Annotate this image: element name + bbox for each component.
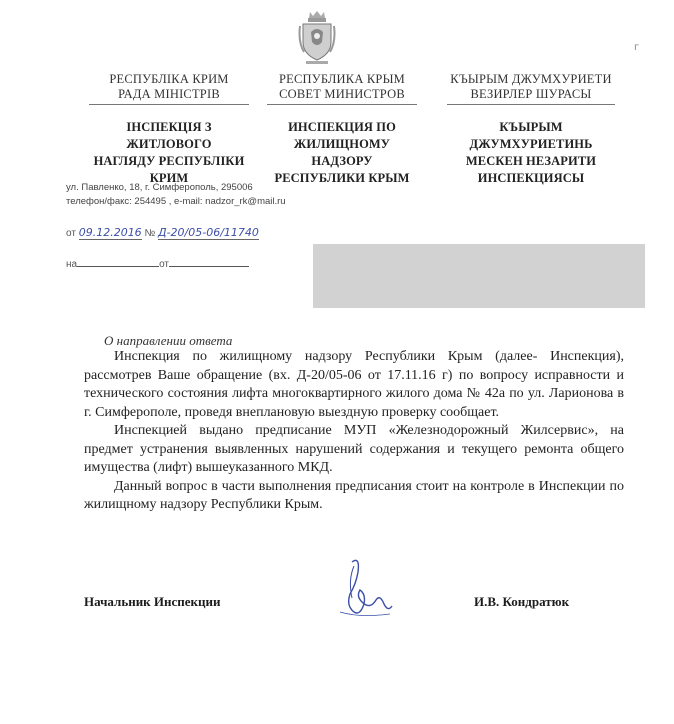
body-paragraph-1: Инспекция по жилищному надзору Республики Крым (далее- Инспекция), рассмотрев Ваше обращение (вх. Д-20/05-06 от 17.11.16 г) по вопросу исправности и технического состояния лифта многоквартирного жилого дома № 42а по ул. Ларионова в г. Симферополе, проведя внеплановую выездную проверку сообщает. (84, 349, 624, 420)
address-contacts: телефон/факс: 254495 , e-mail: nadzor_rk@mail.ru (66, 196, 286, 207)
header-left-rule (89, 104, 249, 105)
header-right-org2: МЕСКЕН НЕЗАРИТИ (465, 154, 597, 168)
ref-no-label: № (144, 228, 156, 239)
outgoing-reference (66, 226, 259, 240)
margin-mark: г (634, 42, 640, 53)
header-right-line2: ВЕЗИРЛЕР ШУРАСЫ (470, 87, 592, 101)
header-left-org (84, 119, 254, 187)
header-left-org3: КРИМ (149, 171, 189, 185)
ref-to-from-blank (169, 256, 249, 267)
header-center-line1: РЕСПУБЛИКА КРЫМ (279, 72, 405, 86)
ref-to-from-label: от (159, 259, 170, 270)
header-center-org2: ЖИЛИЩНОМУ НАДЗОРУ (293, 137, 391, 168)
crimea-coat-of-arms-emblem (298, 8, 336, 66)
header-center-rule (267, 104, 417, 105)
header-left-line2: РАДА МІНІСТРІВ (118, 87, 220, 101)
header-left-org1: ІНСПЕКЦІЯ З ЖИТЛОВОГО (126, 120, 212, 151)
header-center (262, 72, 422, 187)
ref-to-label: на (66, 259, 78, 270)
ref-date-handwritten: 09.12.2016 (78, 226, 142, 239)
header-right (440, 72, 622, 187)
incoming-reference (66, 256, 249, 270)
header-left-line1: РЕСПУБЛІКА КРИМ (109, 72, 229, 86)
header-right-org1: КЪЫРЫМ ДЖУМХУРИЕТИНЬ (469, 120, 593, 151)
header-right-rule (447, 104, 615, 105)
header-left (84, 72, 254, 187)
header-right-org3: ИНСПЕКЦИЯСЫ (477, 171, 585, 185)
address-street: ул. Павленко, 18, г. Симферополь, 295006 (66, 182, 253, 193)
header-center-org3: РЕСПУБЛИКИ КРЫМ (274, 171, 410, 185)
signatory-position: Начальник Инспекции (84, 594, 221, 609)
redacted-recipient-block (313, 244, 645, 308)
body-paragraph-3: Данный вопрос в части выполнения предписания стоит на контроле в Инспекции по жилищному надзору Республики Крым. (84, 478, 624, 512)
header-center-line2: СОВЕТ МИНИСТРОВ (279, 87, 405, 101)
header-right-org (440, 119, 622, 187)
header-left-org2: НАГЛЯДУ РЕСПУБЛІКИ (93, 154, 245, 168)
ref-number-handwritten: Д-20/05-06/11740 (157, 226, 259, 239)
header-center-org1: ИНСПЕКЦИЯ ПО (288, 120, 396, 134)
letter-body (84, 348, 624, 515)
body-paragraph-2: Инспекцией выдано предписание МУП «Железнодорожный Жилсервис», на предмет устранения выявленных нарушений содержания и текущего ремонта общего имущества (лифт) вышеуказанного МКД. (84, 423, 624, 475)
header-center-org (262, 119, 422, 187)
signatory-name: И.В. Кондратюк (474, 594, 570, 609)
ref-to-blank (77, 256, 159, 267)
ref-from-label: от (66, 228, 76, 239)
header-right-line1: КЪЫРЫМ ДЖУМХУРИЕТИ (450, 72, 612, 86)
handwritten-signature (330, 554, 400, 624)
letter-subject: О направлении ответа (104, 333, 233, 348)
